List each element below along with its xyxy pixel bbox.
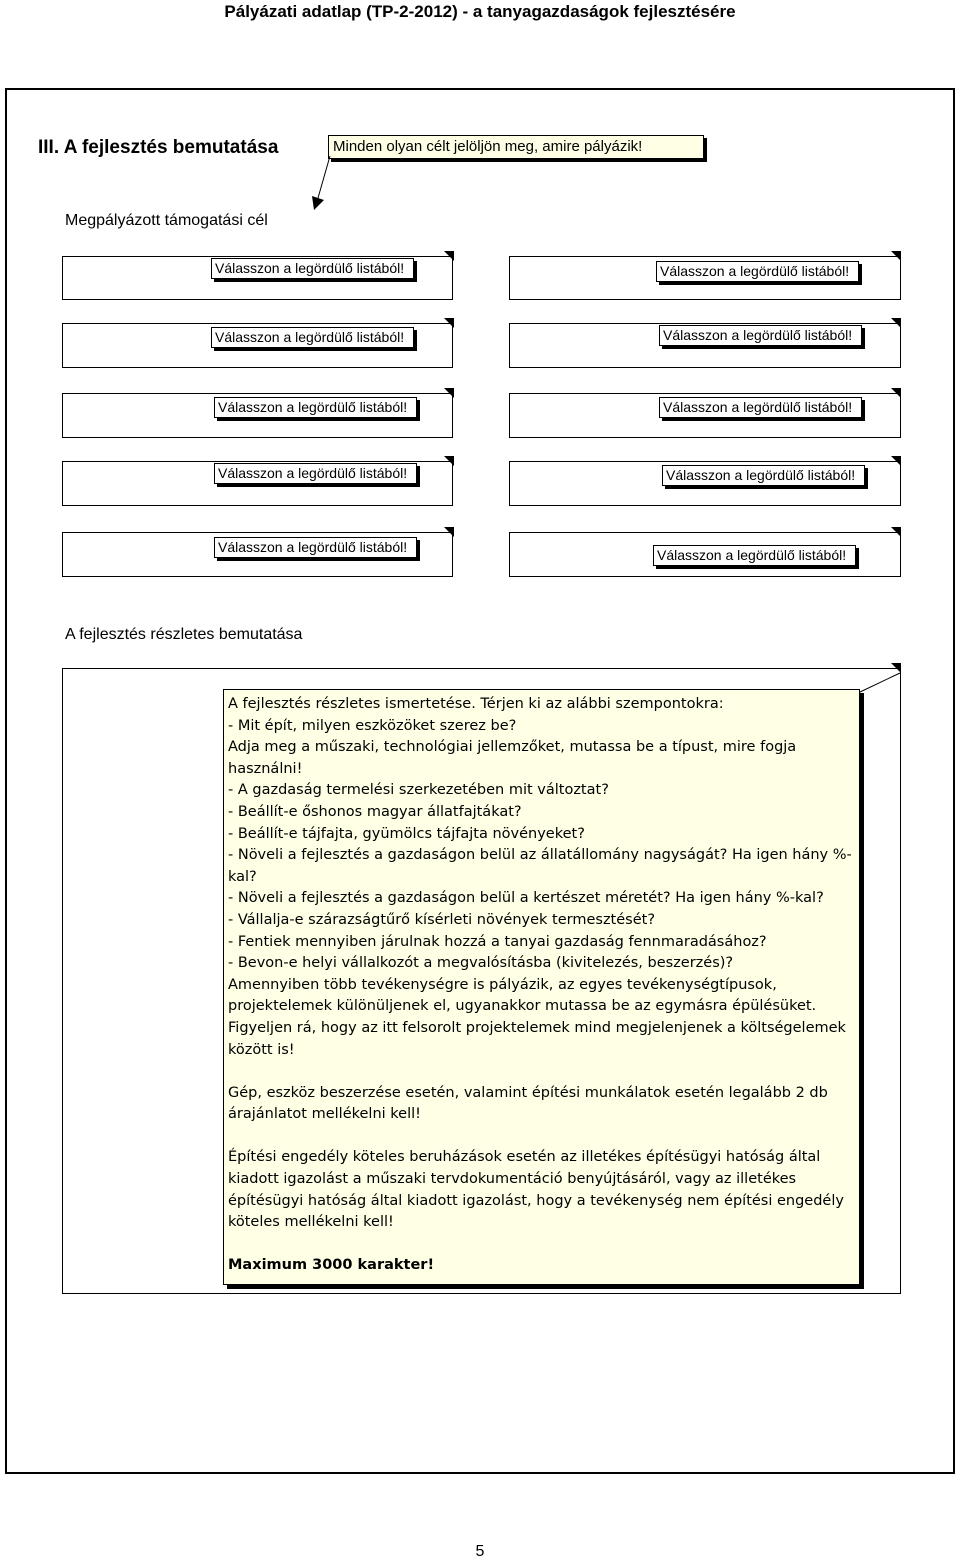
- offer-line: árajánlatot mellékelni kell!: [228, 1106, 421, 1123]
- goal-label: Megpályázott támogatási cél: [65, 212, 268, 229]
- goal-dropdown-2[interactable]: Válasszon a legördülő listából!: [656, 261, 859, 282]
- corner-marker-icon: [891, 456, 901, 466]
- section-title: III. A fejlesztés bemutatása: [38, 137, 279, 158]
- goal-dropdown-10[interactable]: Válasszon a legördülő listából!: [653, 545, 856, 566]
- page-number: 5: [475, 1543, 485, 1560]
- instruction-line: Amennyiben több tevékenységre is pályázik, az egyes tevékenységtípusok,: [228, 976, 777, 993]
- instruction-line: használni!: [228, 760, 303, 777]
- corner-marker-icon: [444, 456, 454, 466]
- instruction-line: Figyeljen rá, hogy az itt felsorolt projektelemek mind megjelenjenek a költségelemek: [228, 1019, 846, 1036]
- instruction-line: - Fentiek mennyiben járulnak hozzá a tanyai gazdaság fennmaradásához?: [228, 933, 767, 950]
- details-label: A fejlesztés részletes bemutatása: [65, 626, 303, 643]
- document-header-title: Pályázati adatlap (TP-2-2012) - a tanyagazdaságok fejlesztésére: [224, 2, 736, 21]
- details-pointer-line: [858, 670, 904, 696]
- goal-dropdown-5[interactable]: Válasszon a legördülő listából!: [214, 397, 417, 418]
- instruction-line: - Bevon-e helyi vállalkozót a megvalósításba (kivitelezés, beszerzés)?: [228, 955, 734, 972]
- goal-dropdown-7[interactable]: Válasszon a legördülő listából!: [214, 463, 417, 484]
- instruction-line: - Beállít-e tájfajta, gyümölcs tájfajta növényeket?: [228, 825, 585, 842]
- goal-dropdown-1[interactable]: Válasszon a legördülő listából!: [211, 258, 414, 279]
- goal-dropdown-6[interactable]: Válasszon a legördülő listából!: [659, 397, 862, 418]
- corner-marker-icon: [891, 318, 901, 328]
- goal-hint-comment: Minden olyan célt jelöljön meg, amire pályázik!: [328, 135, 704, 159]
- instruction-line: projektelemek különüljenek el, ugyanakkor mutassa be az egymásra épülésüket.: [228, 998, 817, 1015]
- corner-marker-icon: [444, 251, 454, 261]
- permit-line: köteles mellékelni kell!: [228, 1214, 394, 1231]
- instruction-line: - A gazdaság termelési szerkezetében mit változtat?: [228, 782, 609, 799]
- hint-pointer-arrow: [300, 150, 340, 212]
- corner-marker-icon: [444, 527, 454, 537]
- goal-dropdown-9[interactable]: Válasszon a legördülő listából!: [214, 537, 417, 558]
- instruction-line: között is!: [228, 1041, 295, 1058]
- permit-line: Építési engedély köteles beruházások esetén az illetékes építésügyi hatóság által: [228, 1149, 821, 1166]
- permit-line: kiadott igazolást a műszaki tervdokumentáció benyújtásáról, vagy az illetékes: [228, 1171, 797, 1188]
- instruction-line: Adja meg a műszaki, technológiai jellemzőket, mutassa be a típust, mire fogja: [228, 739, 797, 756]
- goal-dropdown-4[interactable]: Válasszon a legördülő listából!: [659, 325, 862, 346]
- instruction-line: - Vállalja-e szárazságtűrő kísérleti növények termesztését?: [228, 911, 656, 928]
- instruction-line: - Mit épít, milyen eszközöket szerez be?: [228, 717, 517, 734]
- corner-marker-icon: [891, 388, 901, 398]
- corner-marker-icon: [891, 527, 901, 537]
- max-characters-note: Maximum 3000 karakter!: [228, 1257, 435, 1274]
- instruction-line: - Növeli a fejlesztés a gazdaságon belül az állatállomány nagyságát? Ha igen hány %-: [228, 847, 852, 864]
- permit-line: építésügyi hatóság által kiadott igazolást, hogy a tevékenység nem építési engedély: [228, 1192, 844, 1209]
- details-instructions-comment: [223, 689, 860, 1285]
- goal-dropdown-8[interactable]: Válasszon a legördülő listából!: [662, 465, 865, 486]
- goal-dropdown-3[interactable]: Válasszon a legördülő listából!: [211, 327, 414, 348]
- instruction-line: kal?: [228, 868, 257, 885]
- instruction-line: - Beállít-e őshonos magyar állatfajtákat?: [228, 803, 522, 820]
- instruction-line: A fejlesztés részletes ismertetése. Térjen ki az alábbi szempontokra:: [228, 696, 724, 712]
- offer-line: Gép, eszköz beszerzése esetén, valamint építési munkálatok esetén legalább 2 db: [228, 1084, 828, 1101]
- corner-marker-icon: [444, 388, 454, 398]
- corner-marker-icon: [891, 251, 901, 261]
- corner-marker-icon: [444, 318, 454, 328]
- instruction-line: - Növeli a fejlesztés a gazdaságon belül a kertészet méretét? Ha igen hány %-kal?: [228, 890, 824, 907]
